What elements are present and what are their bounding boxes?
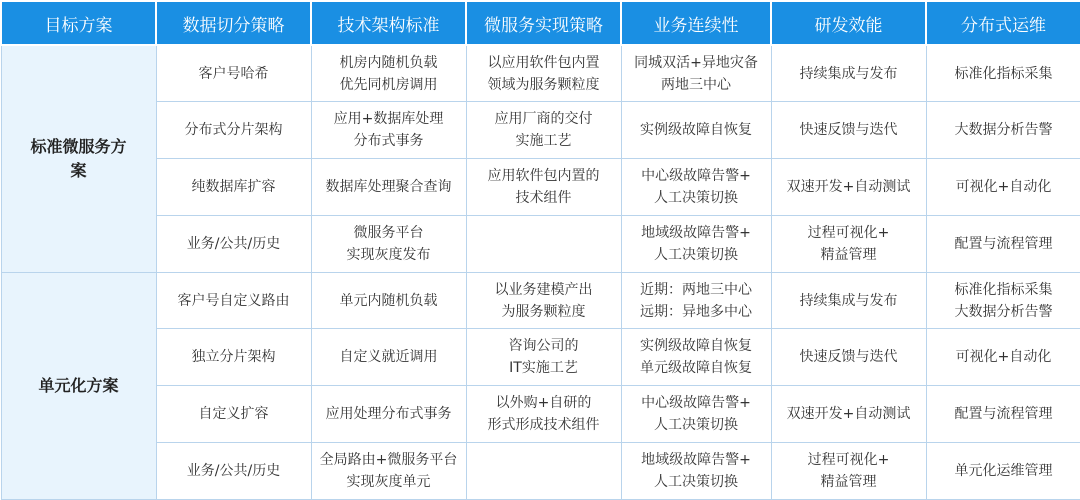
cell-distributed-ops: 配置与流程管理 — [926, 386, 1080, 443]
cell-distributed-ops: 配置与流程管理 — [926, 215, 1080, 272]
cell-data-sharding: 分布式分片架构 — [156, 102, 311, 159]
header-architecture-standard: 技术架构标准 — [311, 1, 466, 45]
cell-distributed-ops: 大数据分析告警 — [926, 102, 1080, 159]
header-target-plan: 目标方案 — [1, 1, 156, 45]
cell-business-continuity: 地域级故障告警+ 人工决策切换 — [621, 215, 771, 272]
cell-business-continuity: 同城双活+异地灾备 两地三中心 — [621, 45, 771, 102]
cell-microservice-strategy: 应用厂商的交付 实施工艺 — [466, 102, 621, 159]
cell-microservice-strategy: 以外购+自研的 形式形成技术组件 — [466, 386, 621, 443]
header-data-sharding: 数据切分策略 — [156, 1, 311, 45]
cell-data-sharding: 业务/公共/历史 — [156, 215, 311, 272]
header-dev-efficiency: 研发效能 — [771, 1, 926, 45]
table-row — [1, 102, 1080, 159]
header-business-continuity: 业务连续性 — [621, 1, 771, 45]
header-distributed-ops: 分布式运维 — [926, 1, 1080, 45]
cell-dev-efficiency: 双速开发+自动测试 — [771, 386, 926, 443]
cell-architecture-standard: 微服务平台 实现灰度发布 — [311, 215, 466, 272]
header-microservice-strategy: 微服务实现策略 — [466, 1, 621, 45]
table-header — [1, 1, 1080, 45]
table-row — [1, 45, 1080, 102]
cell-business-continuity: 地域级故障告警+ 人工决策切换 — [621, 443, 771, 500]
group-label: 标准微服务方案 — [1, 45, 156, 272]
cell-distributed-ops: 可视化+自动化 — [926, 329, 1080, 386]
cell-microservice-strategy — [466, 443, 621, 500]
cell-distributed-ops: 标准化指标采集 — [926, 45, 1080, 102]
cell-microservice-strategy: 以应用软件包内置 领域为服务颗粒度 — [466, 45, 621, 102]
table-row — [1, 272, 1080, 329]
cell-architecture-standard: 应用处理分布式事务 — [311, 386, 466, 443]
cell-microservice-strategy: 应用软件包内置的 技术组件 — [466, 159, 621, 216]
cell-architecture-standard: 全局路由+微服务平台 实现灰度单元 — [311, 443, 466, 500]
cell-business-continuity: 中心级故障告警+ 人工决策切换 — [621, 386, 771, 443]
cell-architecture-standard: 应用+数据库处理 分布式事务 — [311, 102, 466, 159]
cell-architecture-standard: 单元内随机负载 — [311, 272, 466, 329]
cell-business-continuity: 近期：两地三中心 远期：异地多中心 — [621, 272, 771, 329]
table-body — [1, 45, 1080, 499]
cell-dev-efficiency: 持续集成与发布 — [771, 272, 926, 329]
cell-data-sharding: 客户号自定义路由 — [156, 272, 311, 329]
header-row — [1, 1, 1080, 45]
cell-architecture-standard: 自定义就近调用 — [311, 329, 466, 386]
cell-distributed-ops: 单元化运维管理 — [926, 443, 1080, 500]
cell-microservice-strategy: 以业务建模产出 为服务颗粒度 — [466, 272, 621, 329]
table-row — [1, 386, 1080, 443]
cell-data-sharding: 业务/公共/历史 — [156, 443, 311, 500]
cell-dev-efficiency: 持续集成与发布 — [771, 45, 926, 102]
cell-data-sharding: 纯数据库扩容 — [156, 159, 311, 216]
cell-dev-efficiency: 双速开发+自动测试 — [771, 159, 926, 216]
cell-data-sharding: 客户号哈希 — [156, 45, 311, 102]
cell-microservice-strategy — [466, 215, 621, 272]
cell-dev-efficiency: 快速反馈与迭代 — [771, 102, 926, 159]
cell-dev-efficiency: 快速反馈与迭代 — [771, 329, 926, 386]
table-row — [1, 443, 1080, 500]
cell-dev-efficiency: 过程可视化+ 精益管理 — [771, 443, 926, 500]
cell-business-continuity: 实例级故障自恢复 单元级故障自恢复 — [621, 329, 771, 386]
table-row — [1, 215, 1080, 272]
cell-business-continuity: 实例级故障自恢复 — [621, 102, 771, 159]
cell-dev-efficiency: 过程可视化+ 精益管理 — [771, 215, 926, 272]
table-row — [1, 159, 1080, 216]
table-row — [1, 329, 1080, 386]
cell-architecture-standard: 机房内随机负载 优先同机房调用 — [311, 45, 466, 102]
group-label: 单元化方案 — [1, 272, 156, 499]
cell-data-sharding: 独立分片架构 — [156, 329, 311, 386]
cell-architecture-standard: 数据库处理聚合查询 — [311, 159, 466, 216]
cell-distributed-ops: 可视化+自动化 — [926, 159, 1080, 216]
cell-microservice-strategy: 咨询公司的 IT实施工艺 — [466, 329, 621, 386]
cell-data-sharding: 自定义扩容 — [156, 386, 311, 443]
cell-business-continuity: 中心级故障告警+ 人工决策切换 — [621, 159, 771, 216]
cell-distributed-ops: 标准化指标采集 大数据分析告警 — [926, 272, 1080, 329]
